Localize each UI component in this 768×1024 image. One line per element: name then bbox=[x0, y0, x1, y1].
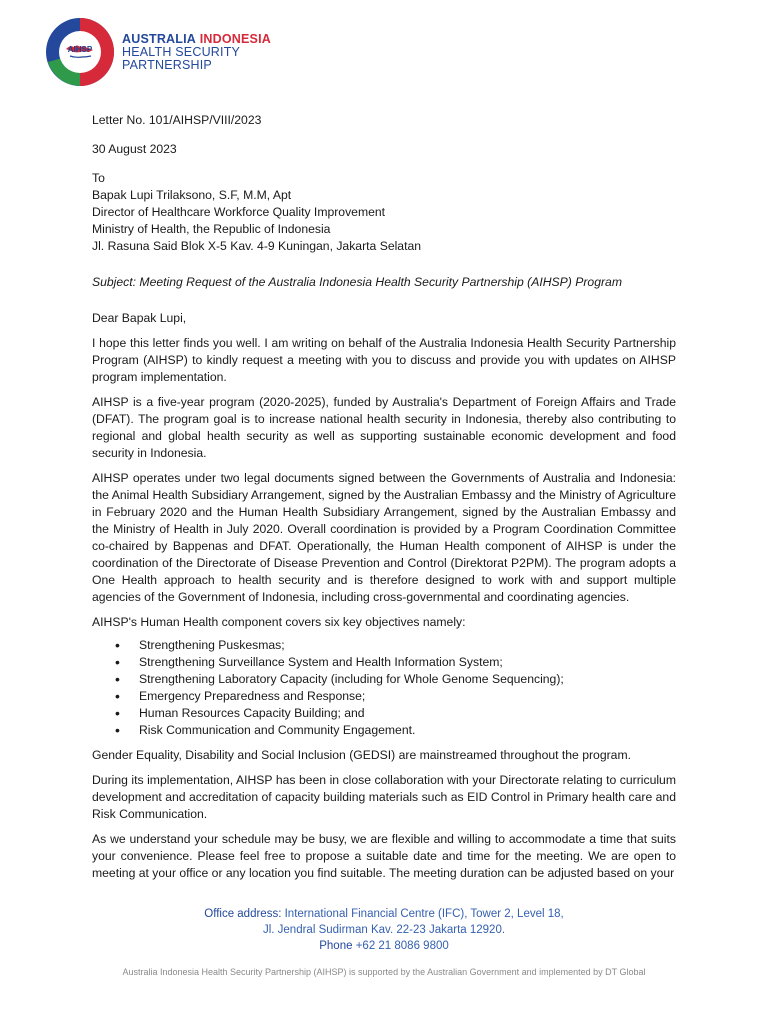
footer-disclaimer: Australia Indonesia Health Security Partnership (AIHSP) is supported by the Australian Government and implemented by DT Global bbox=[122, 967, 646, 977]
org-name-line1 bbox=[122, 33, 271, 46]
recipient-block bbox=[92, 187, 676, 255]
letter-body bbox=[92, 112, 676, 882]
to-label: To bbox=[92, 171, 105, 185]
letter-number: Letter No. 101/AIHSP/VIII/2023 bbox=[92, 113, 262, 127]
list-item: • Human Resources Capacity Building; and bbox=[139, 705, 676, 722]
letterhead bbox=[44, 16, 271, 88]
phone-number: +62 21 8086 9800 bbox=[355, 940, 449, 952]
list-item: • Risk Communication and Community Engagement. bbox=[139, 722, 676, 739]
footer-address bbox=[0, 906, 768, 954]
org-name-line2: HEALTH SECURITY bbox=[122, 44, 241, 59]
address-line-2: Jl. Jendral Sudirman Kav. 22-23 Jakarta 12920. bbox=[262, 924, 506, 936]
address-text: International Financial Centre (IFC), Tower 2, Level 18, bbox=[284, 908, 564, 920]
recipient-line: Jl. Rasuna Said Blok X-5 Kav. 4-9 Kuningan, Jakarta Selatan bbox=[92, 239, 422, 253]
recipient-line: Bapak Lupi Trilaksono, S.F, M.M, Apt bbox=[92, 188, 292, 202]
subject-line: Subject: Meeting Request of the Australia Indonesia Health Security Partnership (AIHSP) Program bbox=[92, 275, 622, 289]
seal-text: AIHSP bbox=[67, 45, 93, 54]
list-item: • Strengthening Laboratory Capacity (including for Whole Genome Sequencing); bbox=[139, 671, 676, 688]
address-line-1 bbox=[0, 906, 768, 922]
org-name-line3: PARTNERSHIP bbox=[122, 57, 212, 72]
body-paragraph: As we understand your schedule may be busy, we are flexible and willing to accommodate a time that suits your convenience. Please feel free to propose a suitable date and time for the meeting. We are open to meeting at your office or any location you find suitable. The meeting duration can be adjusted based on your bbox=[92, 832, 676, 880]
body-paragraph: During its implementation, AIHSP has been in close collaboration with your Directorate relating to curriculum development and accreditation of capacity building materials such as EID Control in Primary health care and Risk Communication. bbox=[92, 773, 676, 821]
objectives-intro: AIHSP's Human Health component covers six key objectives namely: bbox=[92, 615, 466, 629]
org-word-indonesia: INDONESIA bbox=[199, 31, 271, 46]
list-item: • Strengthening Surveillance System and Health Information System; bbox=[139, 654, 676, 671]
phone-line bbox=[0, 938, 768, 954]
list-item: • Strengthening Puskesmas; bbox=[139, 637, 676, 654]
org-word-australia: AUSTRALIA bbox=[122, 31, 197, 46]
body-paragraph: Gender Equality, Disability and Social Inclusion (GEDSI) are mainstreamed throughout the program. bbox=[92, 748, 631, 762]
letter-date: 30 August 2023 bbox=[92, 142, 177, 156]
salutation: Dear Bapak Lupi, bbox=[92, 311, 187, 325]
list-item: • Emergency Preparedness and Response; bbox=[139, 688, 676, 705]
body-paragraph: AIHSP operates under two legal documents signed between the Governments of Australia and Indonesia: the Animal Health Subsidiary Arrangement, signed by the Australian Embassy and the Ministry of Agriculture in February 2020 and the Human Health Subsidiary Arrangement, signed by the Australian Embassy and the Ministry of Health in July 2020. Overall coordination is provided by a Program Coordination Committee co-chaired by Bappenas and DFAT. Operationally, the Human Health component of AIHSP is under the coordination of the Directorate of Disease Prevention and Control (Direktorat P2PM). The program adopts a One Health approach to health security and is therefore designed to work with and support multiple agencies of the Government of Indonesia, including cross-governmental and coordinating agencies. bbox=[92, 471, 676, 604]
body-paragraph: AIHSP is a five-year program (2020-2025), funded by Australia's Department of Foreign Affairs and Trade (DFAT). The program goal is to increase national health security in Indonesia, thereby also contributing to regional and global health security as well as supporting sustainable economic development and food security in Indonesia. bbox=[92, 395, 676, 460]
aihsp-logo-seal bbox=[44, 16, 116, 88]
address-label: Office address: bbox=[204, 908, 282, 920]
phone-label: Phone bbox=[319, 940, 353, 952]
recipient-line: Director of Healthcare Workforce Quality Improvement bbox=[92, 205, 386, 219]
organization-name bbox=[122, 33, 271, 72]
recipient-line: Ministry of Health, the Republic of Indonesia bbox=[92, 222, 331, 236]
body-paragraph: I hope this letter finds you well. I am writing on behalf of the Australia Indonesia Health Security Partnership Program (AIHSP) to kindly request a meeting with you to discuss and provide you with updates on AIHSP program implementation. bbox=[92, 336, 676, 384]
objectives-list bbox=[92, 637, 676, 739]
